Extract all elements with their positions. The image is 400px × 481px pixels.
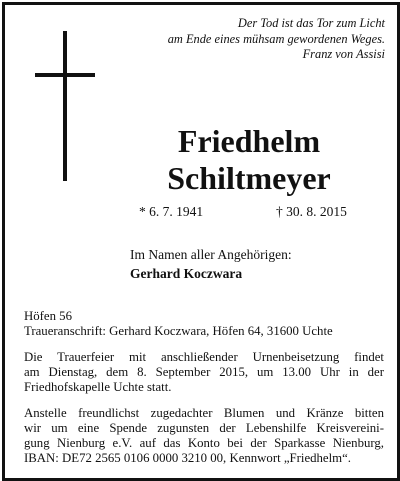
quote-author: Franz von Assisi [302,47,385,61]
quote-line-1: Der Tod ist das Tor zum Licht [237,16,385,30]
ceremony-line-2: am Dienstag, dem 8. September 2015, um 13.00 Uhr in der [24,365,384,379]
mourner-name: Gerhard Koczwara [130,266,243,281]
donation-line-1: Anstelle freundlichst zugedachter Blumen und Kränze bitten [24,406,384,420]
death-date: † 30. 8. 2015 [276,204,347,219]
donation-line-3: gung Nienburg e.V. auf das Konto bei der Sparkasse Nienburg, [24,436,384,450]
cross-horizontal-beam [35,73,95,77]
address-block [24,309,384,339]
notice-body [24,309,384,466]
mourners-block [130,245,292,283]
donation-line-4: IBAN: DE72 2565 0106 0000 3210 00, Kennwort „Friedhelm“. [24,451,351,465]
quote-line-2: am Ende eines mühsam gewordenen Weges. [167,31,385,46]
deceased-last-name: Schiltmeyer [167,160,331,196]
memorial-quote [105,16,385,63]
birth-date: * 6. 7. 1941 [139,204,204,219]
address-line-2: Traueranschrift: Gerhard Koczwara, Höfen 64, 31600 Uchte [24,324,333,338]
mourners-intro: Im Namen aller Angehörigen: [130,247,292,262]
deceased-first-name: Friedhelm [177,123,321,159]
address-line-1: Höfen 56 [24,309,72,323]
donation-line-2: wir um eine Spende zugunsten der Lebenshilfe Kreisvereini- [24,421,384,435]
ceremony-line-1: Die Trauerfeier mit anschließender Urnenbeisetzung findet [24,350,384,364]
ceremony-line-3: Friedhofskapelle Uchte statt. [24,380,172,394]
cross-vertical-beam [63,31,67,181]
ceremony-paragraph [24,350,384,395]
donation-paragraph [24,406,384,466]
obituary-notice [2,2,400,481]
